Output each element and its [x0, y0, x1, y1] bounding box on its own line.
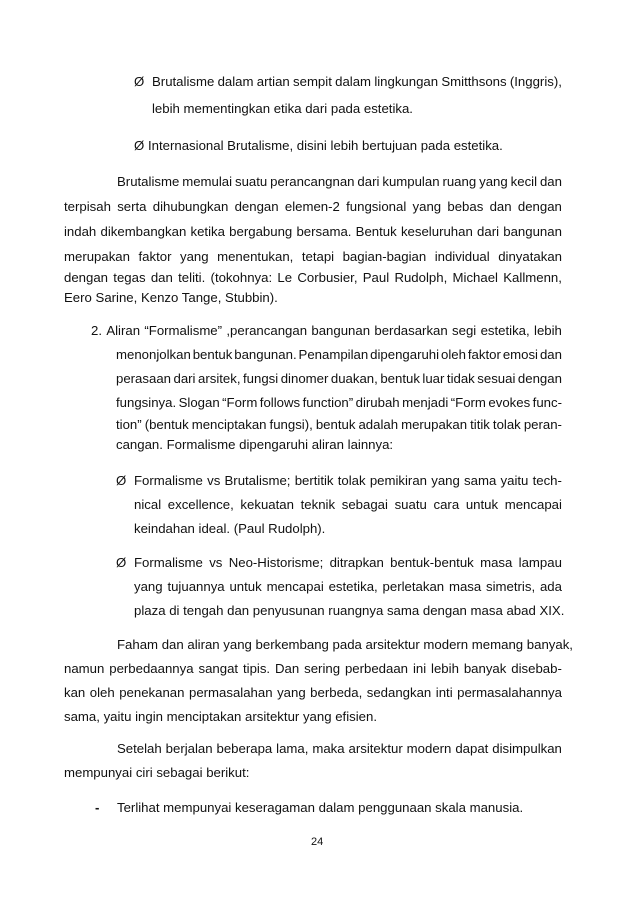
page-number: 24 — [311, 836, 324, 848]
paragraph-line: mempunyai ciri sebagai berikut: — [64, 765, 250, 780]
list-item-number-line: 2. Aliran “Formalisme” ,perancangan bangunan berdasarkan segi estetika, lebih — [91, 323, 562, 338]
paragraph-line: namun perbedaannya sangat tipis. Dan sering perbedaan ini lebih banyak disebab- — [64, 661, 562, 676]
dash-bullet: - — [95, 800, 100, 815]
paragraph-line: Brutalisme memulai suatu perancangnan dari kumpulan ruang yang kecil dan — [117, 174, 562, 189]
paragraph-line: indah dikembangkan ketika bergabung bersama. Bentuk keseluruhan dari bangunan — [64, 224, 562, 239]
paragraph-line: terpisah serta dihubungkan dengan elemen-2 fungsional yang bebas dan dengan — [64, 199, 562, 214]
paragraph-line: Terlihat mempunyai keseragaman dalam penggunaan skala manusia. — [117, 800, 524, 815]
paragraph-line: Brutalisme dalam artian sempit dalam lingkungan Smitthsons (Inggris), — [152, 74, 562, 89]
paragraph-line: nical excellence, kekuatan teknik sebagai suatu cara untuk mencapai — [134, 497, 562, 512]
paragraph-line: Faham dan aliran yang berkembang pada arsitektur modern memang banyak, — [117, 637, 573, 652]
paragraph-line: Eero Sarine, Kenzo Tange, Stubbin). — [64, 290, 278, 305]
bullet-symbol: Ø — [134, 138, 145, 153]
paragraph-line: sama, yaitu ingin menciptakan arsitektur yang efisien. — [64, 709, 377, 724]
paragraph-line: menonjolkan bentuk bangunan. Penampilan dipengaruhi oleh faktor emosi dan — [116, 347, 562, 362]
paragraph-line: Internasional Brutalisme, disini lebih bertujuan pada estetika. — [148, 138, 503, 153]
paragraph-line: Formalisme vs Neo-Historisme; ditrapkan bentuk-bentuk masa lampau — [134, 555, 562, 570]
paragraph-line: yang tujuannya untuk mencapai estetika, perletakan masa simetris, ada — [134, 579, 562, 594]
paragraph-line: keindahan ideal. (Paul Rudolph). — [134, 521, 326, 536]
bullet-symbol: Ø — [134, 74, 145, 89]
paragraph-line: tion” (bentuk menciptakan fungsi), bentuk adalah merupakan titik tolak peran- — [116, 417, 562, 432]
paragraph-line: dengan tegas dan teliti. (tokohnya: Le Corbusier, Paul Rudolph, Michael Kallmenn, — [64, 270, 562, 285]
paragraph-line: lebih mementingkan etika dari pada estetika. — [152, 101, 413, 116]
paragraph-line: perasaan dari arsitek, fungsi dinomer duakan, bentuk luar tidak sesuai dengan — [116, 371, 562, 386]
paragraph-line: plaza di tengah dan penyusunan ruangnya sama dengan masa abad XIX. — [134, 603, 565, 618]
bullet-symbol: Ø — [116, 473, 127, 488]
paragraph-line: Formalisme vs Brutalisme; bertitik tolak pemikiran yang sama yaitu tech- — [134, 473, 562, 488]
paragraph-line: merupakan faktor yang menentukan, tetapi bagian-bagian individual dinyatakan — [64, 249, 562, 264]
paragraph-line: Setelah berjalan beberapa lama, maka arsitektur modern dapat disimpulkan — [117, 741, 562, 756]
paragraph-line: kan oleh penekanan permasalahan yang berbeda, sedangkan inti permasalahannya — [64, 685, 562, 700]
bullet-symbol: Ø — [116, 555, 127, 570]
paragraph-line: cangan. Formalisme dipengaruhi aliran lainnya: — [116, 437, 394, 452]
paragraph-line: fungsinya. Slogan “Form follows function” dirubah menjadi “Form evokes func- — [116, 395, 562, 410]
